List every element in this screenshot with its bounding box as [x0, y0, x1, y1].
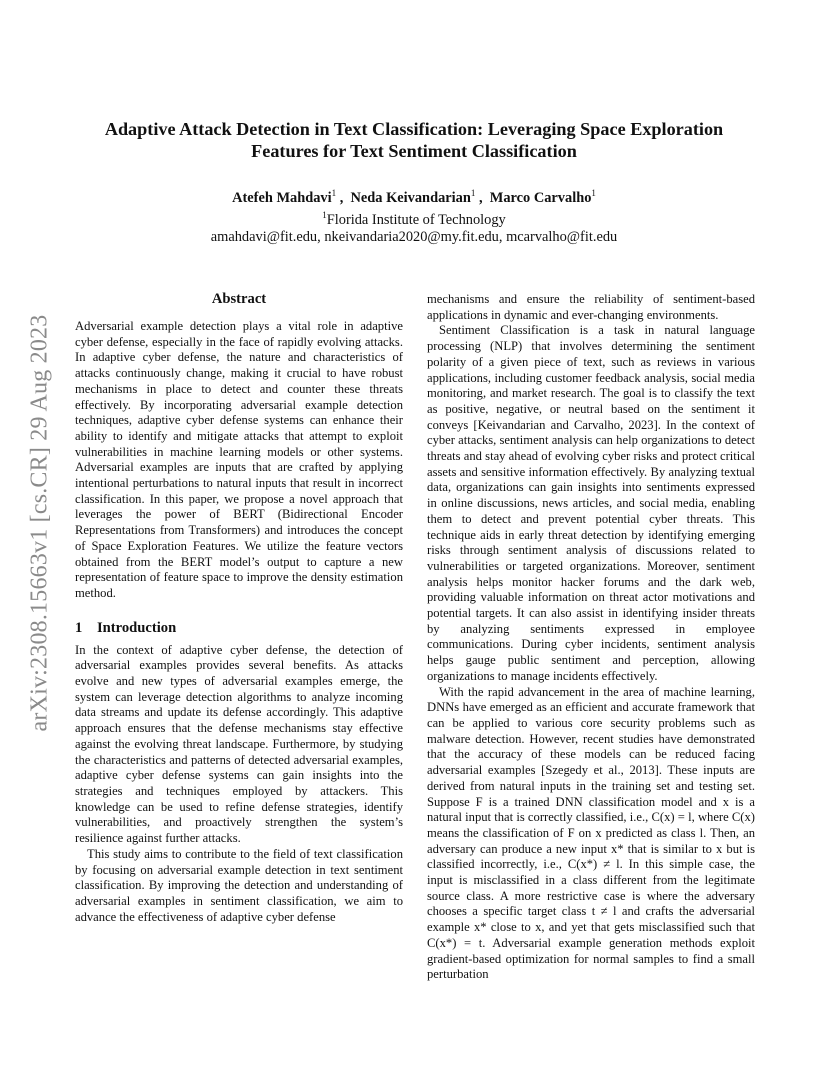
author-affiliation-mark: 1 [331, 188, 337, 198]
right-column [427, 292, 755, 983]
paragraph-adversarial-ml: With the rapid advancement in the area of machine learning, DNNs have emerged as an efficient and accurate framework that can be applied to various core security problems such as malware detection. However, recent studies have demonstrated that the accuracy of these models can be reduced facing adversarial examples [Szegedy et al., 2013]. These inputs are derived from natural inputs in the training set and testing set. Suppose F is a trained DNN classification model and x is a natural input that is correctly classified, i.e., C(x) = l, where C(x) means the classification of F on x predicted as class l. Then, an adversary can produce a new input x* that is similar to x but is classified incorrectly, i.e., C(x*) ≠ l. In this simple case, the input is misclassified in a class different from the legitimate source class. A more restrictive case is where the adversary chooses a specific target class t ≠ l and crafts the adversarial example x* close to x, and yet that gets misclassified such that C(x*) = t. Adversarial example generation methods exploit gradient-based optimization for normal samples to find a small perturbation [427, 684, 755, 982]
title-line-1: Adaptive Attack Detection in Text Classification: Leveraging Space Exploration [104, 119, 724, 139]
paragraph-sentiment-classification: Sentiment Classification is a task in natural language processing (NLP) that involves determining the sentiment polarity of a given piece of text, such as reviews in various applications, including customer feedback analysis, social media monitoring, and market research. The goal is to classify the text as positive, negative, or neutral based on the sentiment it conveys [Keivandarian and Carvalho, 2023]. In the context of cyber attacks, sentiment analysis can help organizations to detect threats and stay ahead of evolving cyber risks and protect critical assets and sensitive information effectively. By analyzing textual data, organizations can gain insights into sentiments expressed in online discussions, news articles, and social media, enabling them to detect and prevent potential cyber threats. This technique aids in early threat detection by identifying emerging risks through sentiment analysis of discussions related to vulnerabilities or targeted organizations. Moreover, sentiment analysis helps monitor hacker forums and the dark web, providing valuable information on threat actor motivations and potential targets. It can also assist in identifying insider threats by analyzing sentiments expressed in employee communications. During cyber incidents, sentiment analysis helps gauge public sentiment and perception, allowing organizations to manage incidents effectively. [427, 323, 755, 683]
paper-title [78, 118, 750, 162]
author-affiliation-mark: 1 [591, 188, 596, 198]
affiliation-name: Florida Institute of Technology [326, 211, 506, 228]
intro-paragraph-1: In the context of adaptive cyber defense, the detection of adversarial examples provides several benefits. As attacks evolve and new types of adversarial examples emerge, the system can leverage detection algorithms to analyze incoming data streams and update its defense accordingly. This adaptive approach ensures that the defense mechanisms stay effective against the evolving threat landscape. Furthermore, by studying the characteristics and patterns of detected adversarial examples, adaptive cyber defense systems can gain insights into the strategies and techniques employed by attackers. This knowledge can be used to refine defense strategies, identify vulnerabilities, and proactively strengthen the system’s resilience against further attacks. [75, 642, 403, 846]
author-affiliation-mark: 1 [470, 188, 476, 198]
abstract-text: Adversarial example detection plays a vital role in adaptive cyber defense, especially in the face of rapidly evolving attacks. In adaptive cyber defense, the nature and characteristics of attacks continuously change, making it crucial to have robust mechanisms in place to detect and counter these threats effectively. By incorporating adversarial example detection techniques, adaptive cyber defense systems can enhance their ability to identify and mitigate attacks that attempt to exploit vulnerabilities in machine learning models or other systems. Adversarial examples are inputs that are crafted by applying intentional perturbations to natural inputs that result in incorrect classification. In this paper, we propose a novel approach that leverages the power of BERT (Bidirectional Encoder Representations from Transformers) and introduces the concept of Space Exploration Features. We utilize the feature vectors obtained from the BERT model’s output to capture a new representation of feature space to improve the density estimation method. [75, 319, 403, 600]
affiliation [78, 206, 750, 230]
title-line-2: Features for Text Sentiment Classification [251, 141, 577, 161]
author-name: Neda Keivandarian [350, 189, 471, 206]
section-number: 1 [75, 619, 83, 636]
author-emails: amahdavi@fit.edu, nkeivandaria2020@my.fit.edu, mcarvalho@fit.edu [210, 229, 618, 245]
arxiv-identifier: arXiv:2308.15663v1 [cs.CR] 29 Aug 2023 [26, 314, 53, 731]
section-heading-introduction [75, 619, 403, 637]
author-name: Atefeh Mahdavi [232, 189, 332, 206]
section-title: Introduction [97, 619, 177, 636]
paragraph-continuation: mechanisms and ensure the reliability of sentiment-based applications in dynamic and ever-changing environments. [427, 292, 755, 322]
intro-paragraph-2: This study aims to contribute to the field of text classification by focusing on adversarial example detection in text sentiment classification. By improving the detection and understanding of adversarial examples in sentiment classification, we aim to advance the effectiveness of adaptive cyber defense [75, 846, 403, 924]
affiliation-mark: 1 [322, 210, 327, 220]
arxiv-sidebar-stamp [18, 285, 62, 760]
author-name: Marco Carvalho [489, 189, 592, 206]
left-column [75, 290, 403, 925]
abstract-heading: Abstract [211, 291, 267, 307]
author-list: Atefeh Mahdavi$^1$ , Neda Keivandarian$^1$ , Marco Carvalho$^1$ [232, 188, 596, 206]
